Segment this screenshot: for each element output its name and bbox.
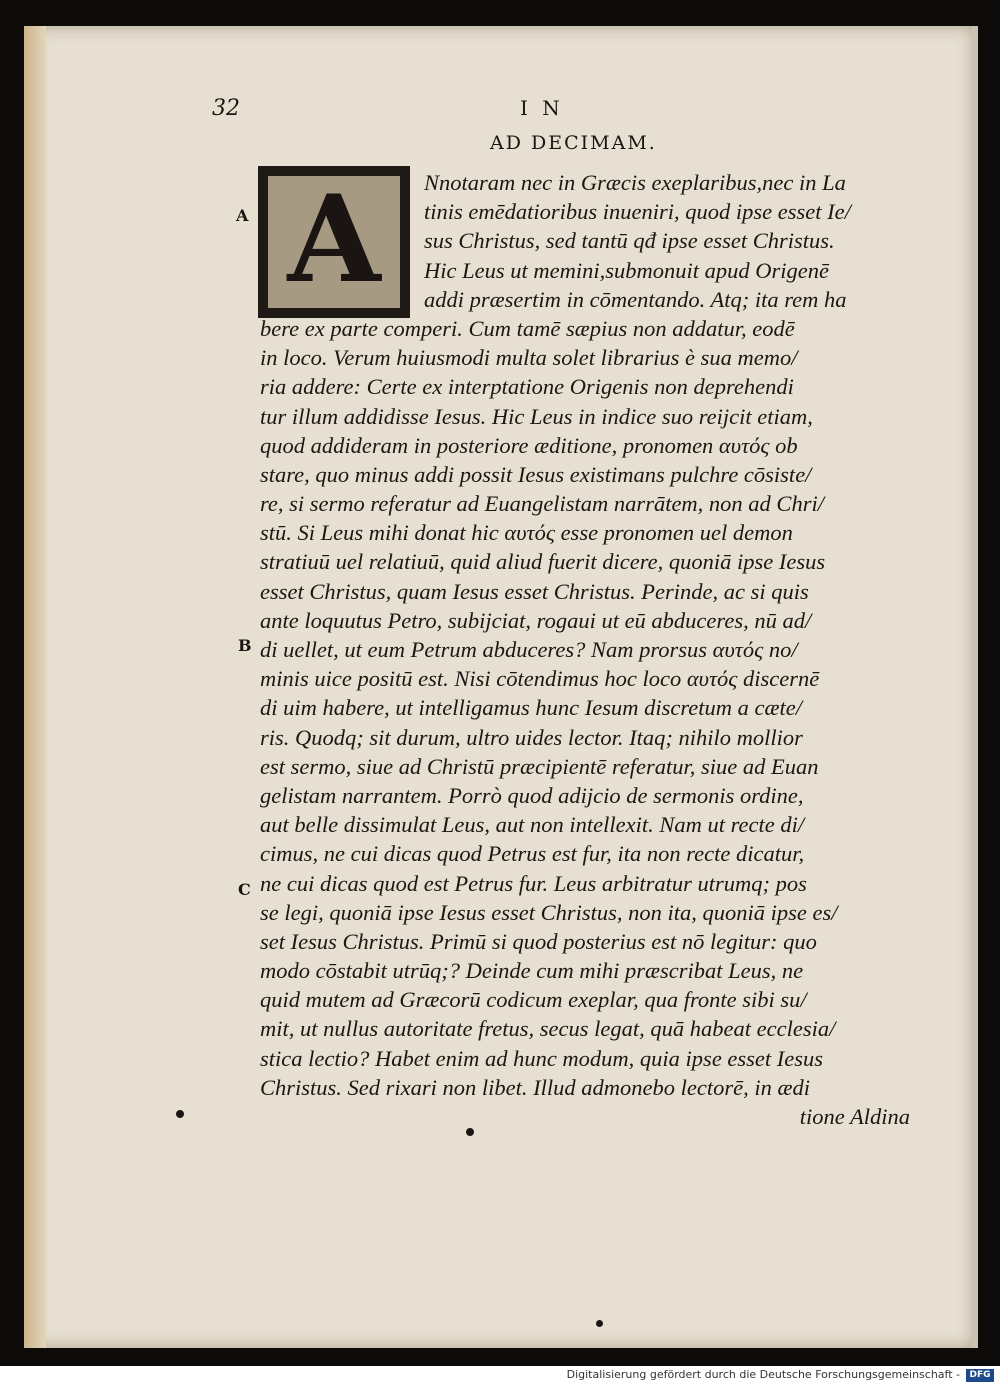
- text-line: bere ex parte comperi. Cum tamē sæpius non addatur, eodē: [260, 315, 795, 341]
- text-line: ris. Quodq; sit durum, ultro uides lector. Itaq; nihilo mollior: [260, 724, 803, 750]
- digitization-footer: [0, 1366, 1000, 1386]
- text-line: di uellet, ut eum Petrum abduceres? Nam prorsus αυτός no/: [260, 637, 798, 662]
- ink-spot: [176, 1110, 184, 1118]
- dfg-logo: DFG: [966, 1369, 994, 1382]
- text-line: mit, ut nullus autoritate fretus, secus legat, quā habeat ecclesia/: [260, 1016, 836, 1042]
- margin-letter-a: A: [236, 206, 249, 225]
- text-line: in loco. Verum huiusmodi multa solet librarius è sua memo/: [260, 345, 798, 371]
- text-line: ne cui dicas quod est Petrus fur. Leus arbitratur utrumq; pos: [260, 870, 807, 896]
- text-line: cimus, ne cui dicas quod Petrus est fur, ita non recte dicatur,: [260, 841, 805, 867]
- page-gutter: [24, 26, 46, 1348]
- margin-letter-b: B: [238, 636, 252, 655]
- text-line: ria addere: Certe ex interptatione Origenis non deprehendi: [260, 374, 794, 400]
- initial-letter: A: [287, 176, 381, 308]
- text-line: set Iesus Christus. Primū si quod posterius est nō legitur: quo: [260, 928, 817, 954]
- text-line: stica lectio? Habet enim ad hunc modum, quia ipse esset Iesus: [260, 1045, 824, 1071]
- margin-letter-c: C: [238, 880, 251, 899]
- text-line: Hic Leus ut memini,submonuit apud Origenē: [424, 257, 829, 283]
- text-line: stare, quo minus addi possit Iesus existimans pulchre cōsiste/: [260, 461, 812, 487]
- text-line: gelistam narrantem. Porrò quod adijcio de sermonis ordine,: [260, 782, 804, 808]
- text-line: aut belle dissimulat Leus, aut non intellexit. Nam ut recte di/: [260, 812, 805, 838]
- running-head: I N: [520, 96, 564, 120]
- ink-spot: [466, 1128, 474, 1136]
- text-line: di uim habere, ut intelligamus hunc Iesum discretum a cæte/: [260, 695, 802, 721]
- text-line: modo cōstabit utrūq;? Deinde cum mihi præscribat Leus, ne: [260, 958, 804, 984]
- text-line: stū. Si Leus mihi donat hic αυτός esse pronomen uel demon: [260, 520, 793, 546]
- section-heading: AD DECIMAM.: [490, 132, 657, 154]
- text-line: quid mutem ad Græcorū codicum exeplar, qua fronte sibi su/: [260, 987, 807, 1013]
- text-line: sus Christus, sed tantū qđ ipse esset Christus.: [424, 228, 835, 254]
- text-line: Nnotaram nec in Græcis exeplaribus,nec in La: [424, 170, 846, 195]
- text-line: est sermo, siue ad Christū præcipientē referatur, siue ad Euan: [260, 753, 819, 779]
- text-line: tione Aldina: [799, 1104, 910, 1129]
- text-line: quod addideram in posteriore æditione, pronomen αυτός ob: [260, 432, 798, 458]
- text-line: esset Christus, quam Iesus esset Christus. Perinde, ac si quis: [260, 578, 809, 604]
- text-line: Christus. Sed rixari non libet. Illud admonebo lectorē, in ædi: [260, 1074, 810, 1100]
- text-line: stratiuū uel relatiuū, quid aliud fuerit dicere, quoniā ipse Iesus: [260, 549, 826, 575]
- text-line: tinis emēdatioribus inueniri, quod ipse esset Ie/: [424, 199, 851, 225]
- text-line: addi præsertim in cōmentando. Atq; ita rem ha: [424, 286, 847, 312]
- ink-spot: [596, 1320, 603, 1327]
- footer-credit: Digitalisierung gefördert durch die Deutsche Forschungsgemeinschaft -: [566, 1368, 960, 1381]
- text-line: re, si sermo referatur ad Euangelistam narrātem, non ad Chri/: [260, 491, 824, 517]
- page-number: 32: [212, 96, 240, 121]
- text-line: minis uice positū est. Nisi cōtendimus hoc loco αυτός discernē: [260, 666, 820, 692]
- text-line: se legi, quoniā ipse Iesus esset Christus, non ita, quoniā ipse es/: [260, 899, 838, 925]
- page-edge: [972, 26, 978, 1348]
- body-text: [260, 168, 910, 1131]
- text-line: ante loquutus Petro, subijciat, rogaui ut eū abduceres, nū ad/: [260, 607, 812, 633]
- text-line: tur illum addidisse Iesus. Hic Leus in indice suo reijcit etiam,: [260, 403, 813, 429]
